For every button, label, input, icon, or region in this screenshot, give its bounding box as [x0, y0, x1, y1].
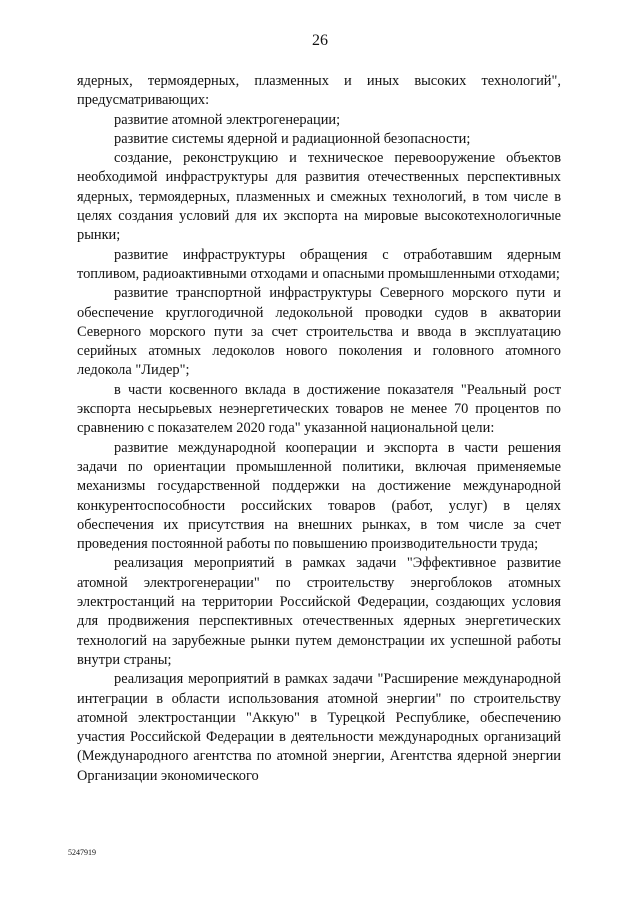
document-code: 5247919 [68, 848, 96, 857]
paragraph: в части косвенного вклада в достижение показателя "Реальный рост экспорта несырьевых неэнергетических товаров не менее 70 процентов по сравнению с показателем 2020 года" указанной национальной цели: [77, 381, 561, 437]
paragraph: создание, реконструкцию и техническое перевооружение объектов необходимой инфраструктуры для развития отечественных перспективных ядерных, термоядерных, плазменных и смежных технологий, в том числе в целях создания условий для их экспорта на мировые высокотехнологичные рынки; [77, 150, 561, 244]
paragraph: развитие международной кооперации и экспорта в части решения задачи по ориентации промышленной политики, включая применяемые механизмы государственной поддержки на достижение международной конкурентоспособности российских товаров (работ, услуг) в целях обеспечения их присутствия на внешних рынках, в том числе за счет проведения постоянной работы по повышению производительности труда; [77, 439, 561, 553]
paragraph: реализация мероприятий в рамках задачи "Эффективное развитие атомной электрогенерации" по строительству энергоблоков атомных электростанций на территории Российской Федерации, создающих условия для продвижения перспективных отечественных ядерных энергетических технологий на зарубежные рынки путем демонстрации их успешной работы внутри страны; [77, 555, 561, 668]
body-text [77, 72, 561, 786]
paragraph: реализация мероприятий в рамках задачи "Расширение международной интеграции в области использования атомной энергии" по строительству атомной электростанции "Аккую" в Турецкой Республике, обеспечению участия Российской Федерации в деятельности международных организаций (Международного агентства по атомной энергии, Агентства ядерной энергии Организации экономического [77, 671, 561, 784]
paragraph: развитие атомной электрогенерации; [114, 111, 341, 128]
paragraph: развитие транспортной инфраструктуры Северного морского пути и обеспечение круглогодичной ледокольной проводки судов в акватории Северного морского пути за счет строительства и ввода в эксплуатацию серийных атомных ледоколов нового поколения и головного атомного ледокола "Лидер"; [77, 285, 561, 379]
paragraph: развитие системы ядерной и радиационной безопасности; [114, 130, 471, 147]
page-number: 26 [312, 32, 328, 49]
paragraph: ядерных, термоядерных, плазменных и иных высоких технологий", предусматривающих: [77, 73, 561, 109]
paragraph: развитие инфраструктуры обращения с отработавшим ядерным топливом, радиоактивными отходами и опасными промышленными отходами; [77, 246, 561, 282]
